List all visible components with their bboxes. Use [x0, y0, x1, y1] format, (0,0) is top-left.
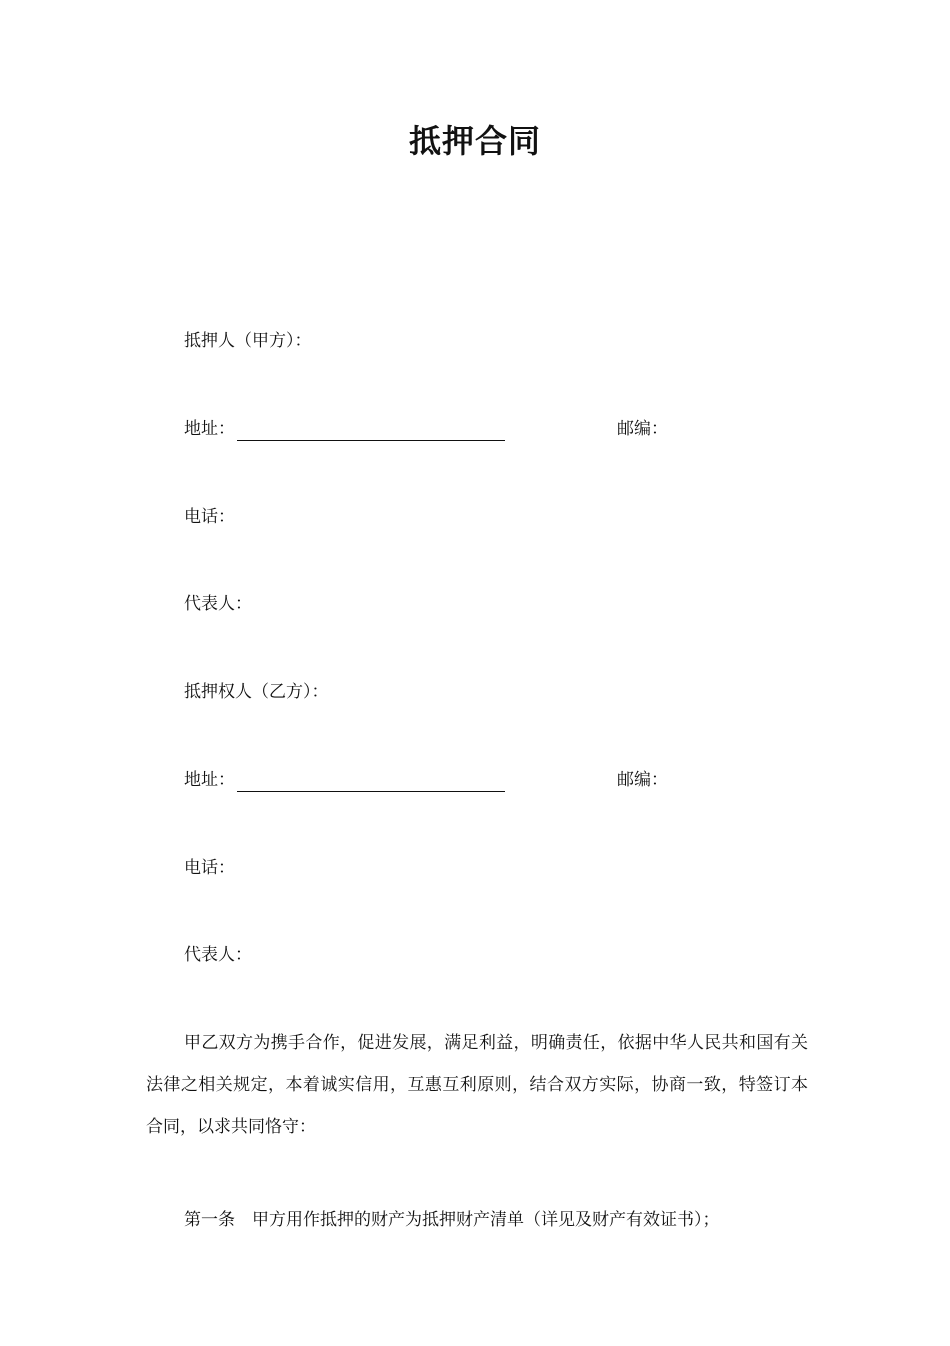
party-b-address-row: [184, 768, 505, 792]
party-a-label: 抵押人（甲方）：: [184, 331, 312, 351]
party-a-representative-label: 代表人：: [184, 594, 252, 614]
party-b-phone-label: 电话：: [184, 858, 235, 878]
party-b-address-blank[interactable]: [237, 771, 505, 792]
preamble-paragraph: 甲乙双方为携手合作，促进发展，满足利益，明确责任，依据中华人民共和国有关法律之相关规定，本着诚实信用，互惠互利原则，结合双方实际，协商一致，特签订本合同，以求共同恪守：: [146, 1033, 808, 1137]
party-b-label: 抵押权人（乙方）：: [184, 682, 329, 702]
document-title: 抵押合同: [408, 122, 541, 160]
party-b-representative-label: 代表人：: [184, 945, 252, 965]
party-b-postcode-label: 邮编：: [617, 770, 668, 790]
party-a-address-blank[interactable]: [237, 420, 505, 441]
party-a-phone-label: 电话：: [184, 507, 235, 527]
party-a-address-label: 地址：: [184, 419, 235, 439]
party-a-address-row: [184, 417, 505, 441]
article-1: 第一条 甲方用作抵押的财产为抵押财产清单（详见及财产有效证书）；: [184, 1210, 720, 1230]
party-b-address-label: 地址：: [184, 770, 235, 790]
party-a-postcode-label: 邮编：: [617, 419, 668, 439]
